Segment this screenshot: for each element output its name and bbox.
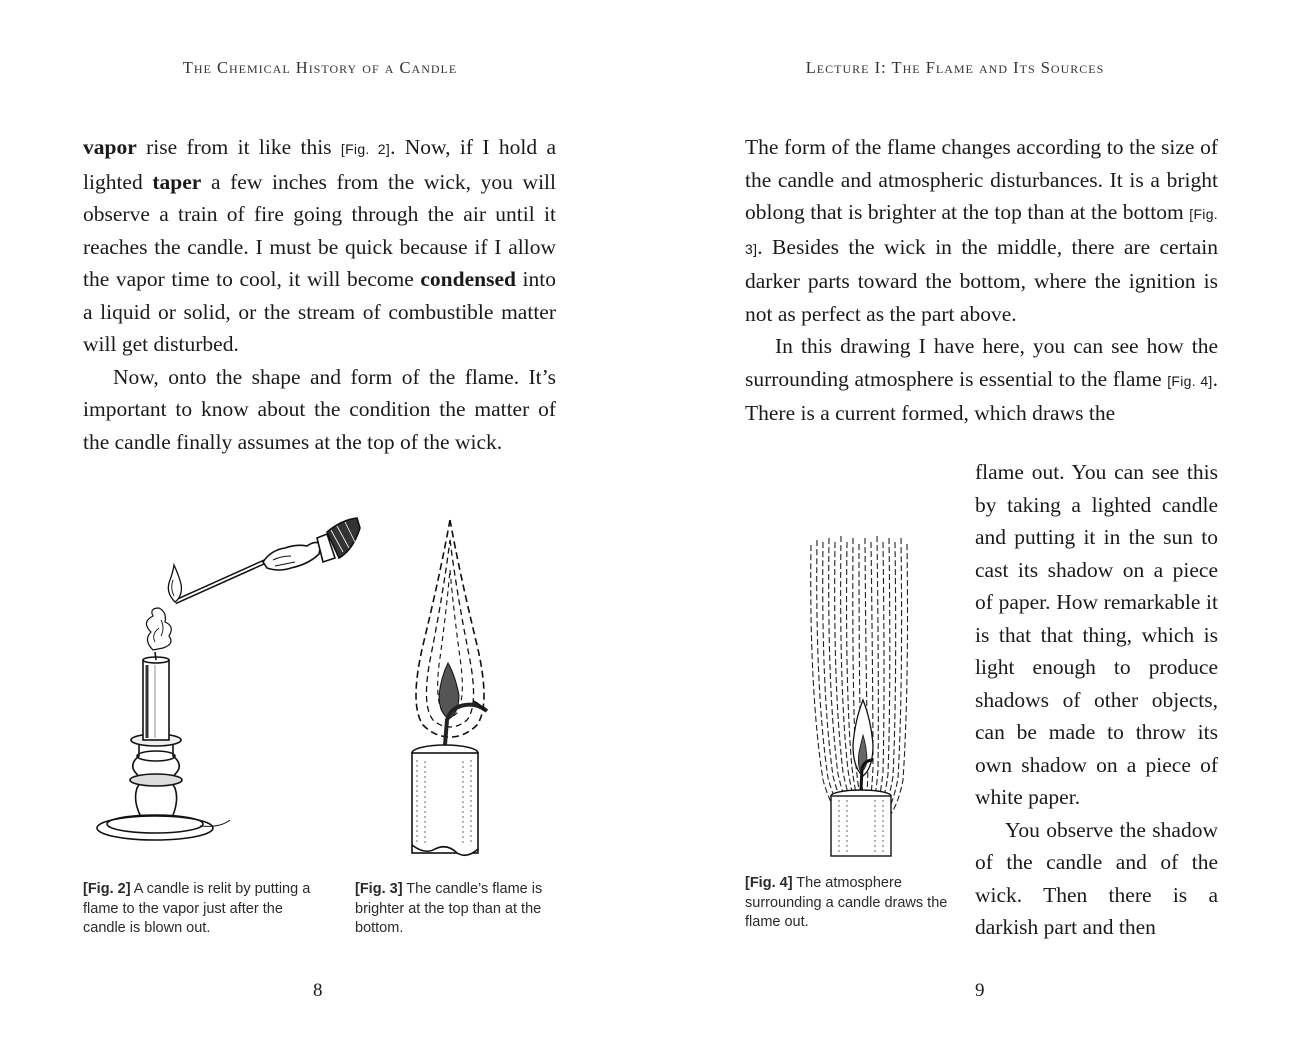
right-paragraph-3: You observe the shadow of the candle and of the wick. Then there is a darkish part and then <box>975 817 1218 939</box>
running-head-book-title: The Chemical History of a Candle <box>182 58 458 77</box>
figure-reference: [Fig. 4] <box>1167 372 1213 389</box>
fig3-illustration <box>405 515 495 860</box>
right-paragraph-1: The form of the flame changes according to the size of the candle and atmospheric disturbances. It is a bright oblong that is brighter at the top than at the bottom [Fig. 3]. Besides the wick in the middle, there are certain darker parts toward the bottom, where the ignition is not as perfect as the part above. <box>745 135 1218 326</box>
figure-reference: [Fig. 2] <box>340 141 391 157</box>
fig3-caption: [Fig. 3] The candle’s flame is brighter at the top than at the bottom. <box>355 881 543 936</box>
left-paragraph-2: Now, onto the shape and form of the flame. It’s important to know about the condition the matter of the candle finally assumes at the top of the wick. <box>83 364 556 454</box>
term-taper: taper <box>152 169 202 194</box>
right-body-text <box>745 131 1218 430</box>
running-head-chapter-title: Lecture I: The Flame and Its Sources <box>805 58 1105 77</box>
fig4-caption: [Fig. 4] The atmosphere surrounding a candle draws the flame out. <box>745 875 948 930</box>
term-vapor: vapor <box>83 135 137 159</box>
page-number-left: 8 <box>313 980 323 1001</box>
right-paragraph-2: In this drawing I have here, you can see how the surrounding atmosphere is essential to the flame [Fig. 4]. There is a current formed, which draws the <box>745 334 1218 425</box>
fig2-caption: [Fig. 2] A candle is relit by putting a flame to the vapor just after the candle is blown out. <box>83 881 311 936</box>
left-body-text <box>83 131 556 458</box>
right-page <box>650 0 1300 1046</box>
right-wrapped-text <box>975 456 1218 944</box>
fig2-illustration <box>95 510 360 850</box>
term-condensed: condensed <box>420 267 516 291</box>
page-number-right: 9 <box>975 980 985 1001</box>
left-paragraph-1: vapor rise from it like this [Fig. 2]. Now, if I hold a lighted taper a few inches from the wick, you will observe a train of fire going through the air until it reaches the candle. I must be quick because if I allow the vapor time to cool, it will become condensed into a liquid or solid, or the stream of combustible matter will get disturbed. <box>83 135 557 356</box>
fig4-illustration <box>805 530 915 860</box>
right-paragraph-2-continued: flame out. You can see this by taking a lighted candle and putting it in the sun to cast its shadow on a piece of paper. How remarkable it is that that thing, which is light enough to produce shadows of other objects, can be made to throw its own shadow on a piece of white paper. <box>975 460 1218 809</box>
figure-reference: [Fig. 3] <box>745 206 1218 257</box>
